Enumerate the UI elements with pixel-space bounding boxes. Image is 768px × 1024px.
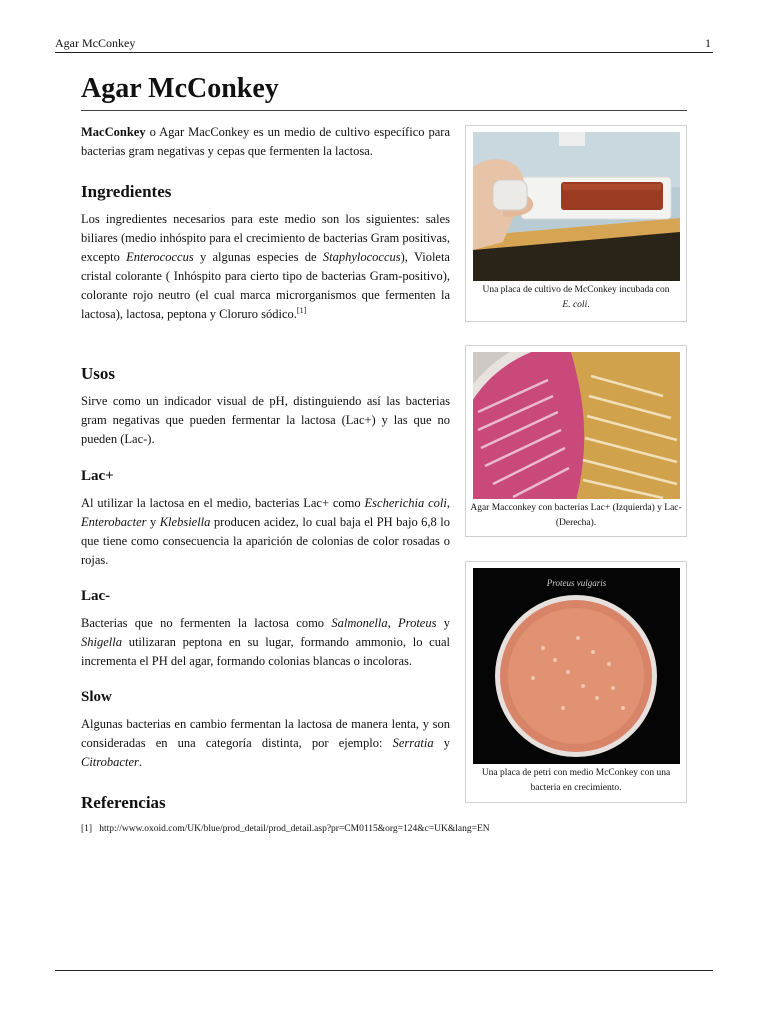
- text-span: .: [138, 755, 142, 769]
- italic-term: Klebsiella: [159, 515, 211, 529]
- image-label: Proteus vulgaris: [546, 578, 607, 588]
- reference-number: [1]: [81, 824, 93, 834]
- heading-lac-plus: Lac+: [81, 468, 114, 484]
- usos-text: Sirve como un indicador visual de pH, distinguiendo así las bacterias gram negativas que pueden fermentar la lactosa (Lac+) y las que no pueden (Lac-).: [81, 394, 450, 446]
- italic-term: Shigella: [81, 635, 122, 649]
- heading-referencias: Referencias: [81, 793, 166, 812]
- page-title: Agar McConkey: [81, 72, 687, 111]
- section-slow: [81, 687, 450, 707]
- figure-2-caption: Agar Macconkey con bacterias Lac+ (Izquierda) y Lac- (Derecha).: [470, 503, 682, 528]
- footer-rule: [55, 970, 713, 971]
- heading-slow: Slow: [81, 689, 112, 705]
- section-lac-plus: [81, 466, 450, 486]
- reference-item: [81, 824, 721, 834]
- usos-paragraph: [81, 392, 450, 449]
- figure-3-caption: Una placa de petri con medio McConkey con una bacteria en crecimiento.: [481, 768, 671, 793]
- text-span: ), Violeta cristal colorante ( Inhóspito para cierto tipo de bacterias Gram-positivo), colorante rojo neutro (el cual marca microrganismos que fermenten la lactosa), lactosa, peptona y Cloruro sódico.: [81, 250, 450, 321]
- lac-plates-photo: [473, 352, 680, 499]
- italic-term: Escherichia coli: [364, 496, 447, 510]
- text-span: producen acidez, lo cual baja el PH bajo 6,8 lo que tiene como consecuencia la aparición de colonias de color rosadas o rojas.: [81, 515, 451, 567]
- citation-link[interactable]: [1]: [296, 305, 307, 315]
- section-lac-minus: [81, 586, 450, 606]
- petri-dish-photo: [473, 568, 680, 764]
- text-span: ,: [387, 616, 399, 630]
- figure-2: [465, 345, 687, 537]
- caption-text: Una placa de cultivo de McConkey incubada con: [482, 285, 670, 295]
- text-span: y: [433, 736, 450, 750]
- italic-term: Proteus: [398, 616, 437, 630]
- culture-plate-photo: [473, 132, 680, 281]
- lac-minus-paragraph: [81, 614, 450, 671]
- italic-term: Enterococcus: [126, 250, 194, 264]
- lac-plus-paragraph: [81, 494, 450, 570]
- running-title: Agar McConkey: [55, 36, 136, 50]
- text-span: Al utilizar la lactosa en el medio, bacterias Lac+ como: [81, 496, 365, 510]
- italic-term: Staphylococcus: [322, 250, 401, 264]
- text-span: Algunas bacterias en cambio fermentan la lactosa de manera lenta, y son consideradas en una categoría distinta, por ejemplo:: [81, 717, 450, 750]
- slow-paragraph: [81, 715, 450, 772]
- text-span: y: [146, 515, 160, 529]
- text-span: utilizaran peptona en su lugar, formando ammonio, lo cual incrementa el PH del agar, formando colonias blancas o incoloras.: [81, 635, 450, 668]
- figure-3: [465, 561, 687, 803]
- text-span: Los ingredientes necesarios para este medio son los siguientes: sales biliares (medio inhóspito para el crecimiento de bacterias Gram positivas, excepto: [81, 212, 450, 264]
- section-referencias: [81, 792, 450, 814]
- reference-link[interactable]: http://www.oxoid.com/UK/blue/prod_detail/prod_detail.asp?pr=CM0115&org=124&c=UK&lang=EN: [99, 824, 490, 834]
- text-span: Bacterias que no fermenten la lactosa como: [81, 616, 332, 630]
- heading-ingredientes: Ingredientes: [81, 182, 172, 201]
- caption-end: .: [587, 300, 590, 310]
- italic-term: Enterobacter: [81, 515, 147, 529]
- figure-1-caption: [470, 283, 682, 313]
- intro-paragraph: [81, 123, 450, 161]
- text-span: y algunas especies de: [193, 250, 323, 264]
- page-number: 1: [705, 36, 711, 50]
- heading-lac-minus: Lac-: [81, 588, 111, 604]
- intro-text: o Agar MacConkey es un medio de cultivo específico para bacterias gram negativas y cepas que fermenten la lactosa.: [81, 125, 450, 158]
- running-header: [55, 36, 713, 53]
- figure-1: [465, 125, 687, 322]
- italic-term: Salmonella: [331, 616, 388, 630]
- section-usos: [81, 363, 450, 385]
- text-span: ,: [446, 496, 450, 510]
- italic-term: Serratia: [392, 736, 434, 750]
- ingredientes-paragraph: [81, 210, 450, 324]
- text-span: y: [436, 616, 451, 630]
- intro-bold-term: MacConkey: [81, 125, 146, 139]
- heading-usos: Usos: [81, 364, 116, 383]
- italic-term: Citrobacter: [81, 755, 139, 769]
- caption-italic: E. coli: [562, 300, 588, 310]
- section-ingredientes: [81, 181, 450, 203]
